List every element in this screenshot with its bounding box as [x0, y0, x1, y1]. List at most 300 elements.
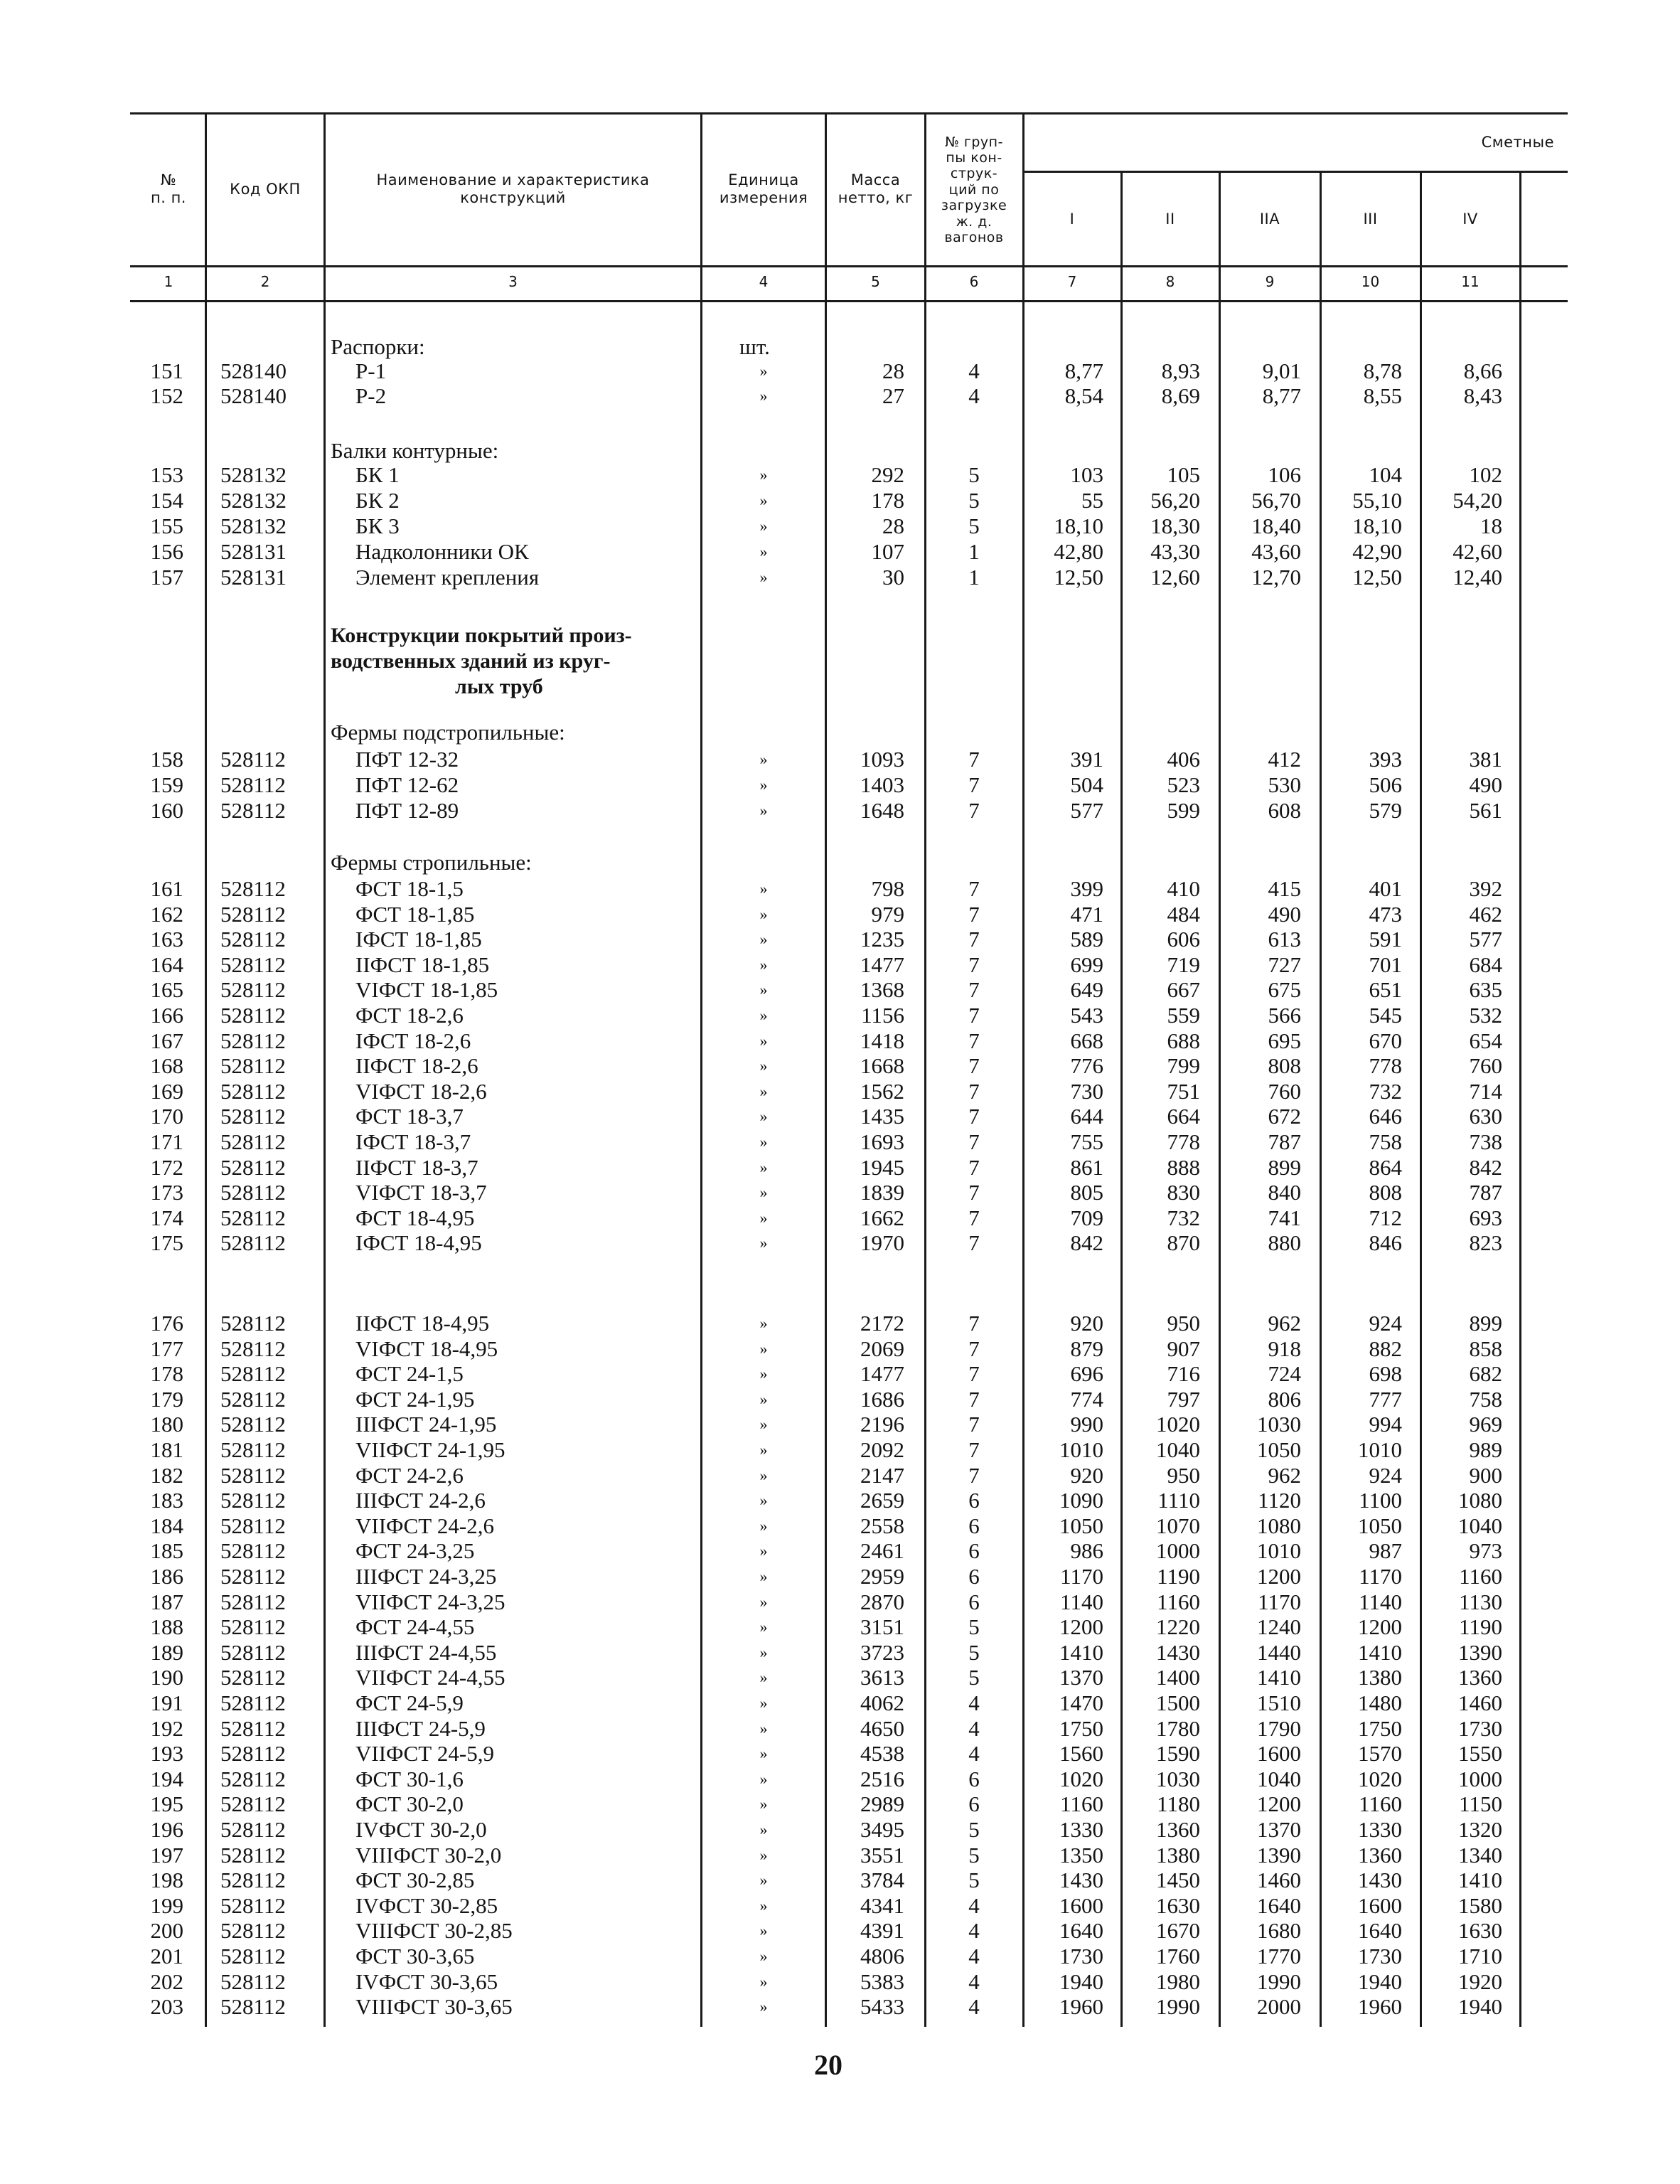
cell-price-II: 1000 — [1156, 1538, 1200, 1564]
cell-price-IV: 18 — [1480, 513, 1502, 538]
cell-construction-name: ПФТ 12-62 — [355, 772, 459, 797]
cell-price-II: 1030 — [1156, 1766, 1200, 1791]
table-row — [0, 1104, 1680, 1129]
cell-price-IIA: 675 — [1268, 977, 1301, 1003]
cell-wagon-group: 7 — [968, 1230, 980, 1256]
cell-price-I: 8,54 — [1064, 383, 1103, 408]
section-heading-roof: водственных зданий из круг- — [331, 649, 611, 673]
cell-price-III: 8,55 — [1363, 383, 1402, 408]
cell-mass: 4538 — [860, 1741, 904, 1767]
cell-price-IV: 630 — [1469, 1104, 1502, 1129]
cell-price-III: 1640 — [1358, 1918, 1402, 1944]
cell-wagon-group: 6 — [968, 1513, 980, 1538]
cell-mass: 5383 — [860, 1969, 904, 1994]
cell-okp-code: 528112 — [220, 1386, 286, 1412]
cell-mass: 1477 — [860, 1361, 904, 1387]
cell-price-II: 732 — [1167, 1205, 1200, 1230]
cell-unit: » — [759, 543, 768, 560]
cell-construction-name: IIФСТ 18-2,6 — [355, 1053, 478, 1079]
cell-row-number: 179 — [150, 1386, 183, 1412]
table-row — [0, 1079, 1680, 1104]
cell-construction-name: ФСТ 24-1,95 — [355, 1386, 475, 1412]
cell-unit: » — [759, 1031, 768, 1050]
cell-price-III: 1430 — [1358, 1868, 1402, 1893]
cell-price-IIA: 962 — [1268, 1462, 1301, 1488]
table-row — [0, 1843, 1680, 1868]
table-row — [0, 1791, 1680, 1817]
cell-unit: » — [759, 362, 768, 380]
cell-row-number: 156 — [150, 539, 183, 564]
cell-price-III: 882 — [1369, 1336, 1402, 1361]
cell-price-I: 805 — [1070, 1180, 1103, 1205]
cell-price-II: 667 — [1167, 977, 1200, 1003]
table-row — [0, 1463, 1680, 1488]
cell-price-IV: 714 — [1469, 1078, 1502, 1104]
cell-wagon-group: 7 — [968, 1180, 980, 1205]
cell-construction-name: IIФСТ 18-3,7 — [355, 1154, 478, 1180]
cell-row-number: 203 — [150, 1994, 183, 2020]
cell-mass: 1662 — [860, 1205, 904, 1230]
cell-mass: 2516 — [860, 1766, 904, 1791]
cell-wagon-group: 5 — [968, 488, 980, 513]
cell-row-number: 172 — [150, 1154, 183, 1180]
cell-okp-code: 528112 — [220, 1311, 286, 1336]
cell-construction-name: ФСТ 30-3,65 — [355, 1944, 475, 1969]
table-row — [0, 1564, 1680, 1589]
cell-price-II: 1670 — [1156, 1918, 1200, 1944]
column-number: 2 — [260, 273, 270, 290]
cell-price-I: 879 — [1070, 1336, 1103, 1361]
table-row — [0, 902, 1680, 927]
cell-mass: 1435 — [860, 1104, 904, 1129]
cell-price-I: 920 — [1070, 1311, 1103, 1336]
cell-okp-code: 528112 — [220, 1462, 286, 1488]
cell-okp-code: 528112 — [220, 747, 286, 772]
cell-price-III: 1360 — [1358, 1842, 1402, 1868]
cell-row-number: 189 — [150, 1639, 183, 1665]
cell-price-IV: 8,66 — [1463, 358, 1502, 383]
cell-price-III: 994 — [1369, 1412, 1402, 1437]
cell-price-IIA: 1790 — [1257, 1715, 1301, 1741]
cell-construction-name: БК 3 — [355, 513, 400, 538]
cell-row-number: 199 — [150, 1892, 183, 1918]
column-number: 10 — [1361, 273, 1380, 290]
cell-price-IV: 973 — [1469, 1538, 1502, 1564]
cell-wagon-group: 5 — [968, 1868, 980, 1893]
cell-mass: 2870 — [860, 1589, 904, 1614]
cell-price-I: 644 — [1070, 1104, 1103, 1129]
cell-price-IV: 1080 — [1458, 1488, 1502, 1513]
table-row — [0, 1716, 1680, 1742]
cell-price-IV: 787 — [1469, 1180, 1502, 1205]
cell-wagon-group: 5 — [968, 1639, 980, 1665]
cell-price-II: 1780 — [1156, 1715, 1200, 1741]
cell-price-IV: 1920 — [1458, 1969, 1502, 1994]
cell-row-number: 157 — [150, 565, 183, 590]
cell-price-I: 1560 — [1059, 1741, 1103, 1767]
cell-okp-code: 528112 — [220, 1230, 286, 1256]
cell-wagon-group: 7 — [968, 927, 980, 952]
cell-row-number: 197 — [150, 1842, 183, 1868]
table-row — [0, 1589, 1680, 1615]
cell-price-II: 484 — [1167, 901, 1200, 927]
cell-wagon-group: 7 — [968, 798, 980, 823]
cell-price-IV: 1940 — [1458, 1994, 1502, 2020]
cell-mass: 2069 — [860, 1336, 904, 1361]
cell-price-I: 1350 — [1059, 1842, 1103, 1868]
cell-mass: 3551 — [860, 1842, 904, 1868]
cell-unit: » — [759, 1668, 768, 1687]
cell-okp-code: 528112 — [220, 1154, 286, 1180]
cell-unit: » — [759, 387, 768, 405]
cell-construction-name: VIIФСТ 24-1,95 — [355, 1437, 505, 1462]
cell-price-IV: 8,43 — [1463, 383, 1502, 408]
cell-unit: » — [759, 1998, 768, 2016]
cell-mass: 27 — [882, 383, 904, 408]
cell-price-IIA: 1170 — [1258, 1589, 1301, 1614]
cell-row-number: 188 — [150, 1614, 183, 1640]
cell-price-IIA: 962 — [1268, 1311, 1301, 1336]
cell-wagon-group: 4 — [968, 1969, 980, 1994]
cell-construction-name: IIIФСТ 24-2,6 — [355, 1488, 486, 1513]
cell-price-III: 758 — [1369, 1129, 1402, 1154]
cell-unit: » — [759, 1491, 768, 1510]
cell-price-II: 8,93 — [1161, 358, 1200, 383]
cell-construction-name: ФСТ 18-1,85 — [355, 901, 475, 927]
cell-price-IIA: 106 — [1268, 462, 1301, 487]
cell-price-IIA: 1120 — [1258, 1488, 1301, 1513]
cell-construction-name: IVФСТ 30-2,85 — [355, 1892, 498, 1918]
cell-price-III: 55,10 — [1352, 488, 1402, 513]
cell-okp-code: 528131 — [220, 565, 287, 590]
cell-price-III: 808 — [1369, 1180, 1402, 1205]
cell-price-II: 950 — [1167, 1462, 1200, 1488]
cell-price-IIA: 899 — [1268, 1154, 1301, 1180]
section-heading-roof: Конструкции покрытий произ- — [331, 624, 632, 647]
cell-construction-name: VIIФСТ 24-5,9 — [355, 1741, 494, 1767]
cell-price-IV: 1460 — [1458, 1690, 1502, 1715]
cell-mass: 2172 — [860, 1311, 904, 1336]
cell-okp-code: 528112 — [220, 798, 286, 823]
cell-mass: 3723 — [860, 1639, 904, 1665]
cell-price-II: 559 — [1167, 1003, 1200, 1028]
cell-row-number: 192 — [150, 1715, 183, 1741]
cell-construction-name: VIФСТ 18-3,7 — [355, 1180, 487, 1205]
cell-construction-name: Элемент крепления — [355, 565, 540, 590]
cell-price-I: 699 — [1070, 952, 1103, 977]
cell-okp-code: 528112 — [220, 876, 286, 901]
cell-construction-name: Р-1 — [355, 358, 387, 383]
table-row — [0, 1513, 1680, 1539]
cell-price-IIA: 1240 — [1257, 1614, 1301, 1640]
cell-wagon-group: 5 — [968, 1842, 980, 1868]
cell-construction-name: VIIФСТ 24-4,55 — [355, 1665, 505, 1690]
cell-price-II: 8,69 — [1161, 383, 1200, 408]
cell-price-IIA: 1030 — [1257, 1412, 1301, 1437]
cell-price-I: 1940 — [1059, 1969, 1103, 1994]
cell-mass: 4806 — [860, 1944, 904, 1969]
cell-row-number: 152 — [150, 383, 183, 408]
cell-wagon-group: 6 — [968, 1538, 980, 1564]
cell-unit: » — [759, 1006, 768, 1024]
cell-row-number: 162 — [150, 901, 183, 927]
cell-price-II: 1040 — [1156, 1437, 1200, 1462]
cell-okp-code: 528112 — [220, 1868, 286, 1893]
cell-okp-code: 528112 — [220, 1513, 286, 1538]
header-unit: Единица измерения — [719, 171, 808, 206]
cell-price-I: 399 — [1070, 876, 1103, 901]
cell-price-II: 716 — [1167, 1361, 1200, 1387]
cell-wagon-group: 6 — [968, 1564, 980, 1589]
column-number: 1 — [164, 273, 173, 290]
table-row — [0, 1361, 1680, 1387]
cell-construction-name: IIIФСТ 24-1,95 — [355, 1412, 497, 1437]
cell-mass: 1368 — [860, 977, 904, 1003]
cell-row-number: 178 — [150, 1361, 183, 1387]
cell-price-IIA: 490 — [1268, 901, 1301, 927]
cell-price-II: 1070 — [1156, 1513, 1200, 1538]
cell-wagon-group: 7 — [968, 1386, 980, 1412]
cell-row-number: 167 — [150, 1028, 183, 1053]
table-row — [0, 1665, 1680, 1690]
cell-mass: 5433 — [860, 1994, 904, 2020]
cell-price-IIA: 695 — [1268, 1028, 1301, 1053]
cell-price-IIA: 787 — [1268, 1129, 1301, 1154]
cell-wagon-group: 7 — [968, 1412, 980, 1437]
cell-row-number: 163 — [150, 927, 183, 952]
cell-mass: 4341 — [860, 1892, 904, 1918]
cell-price-I: 1430 — [1059, 1868, 1103, 1893]
cell-price-I: 471 — [1070, 901, 1103, 927]
header-price-III: III — [1363, 210, 1378, 228]
cell-mass: 1235 — [860, 927, 904, 952]
cell-construction-name: ФСТ 18-3,7 — [355, 1104, 464, 1129]
cell-price-IV: 102 — [1469, 462, 1502, 487]
cell-price-III: 1570 — [1358, 1741, 1402, 1767]
cell-price-IIA: 1390 — [1257, 1842, 1301, 1868]
cell-construction-name: IVФСТ 30-3,65 — [355, 1969, 498, 1994]
cell-row-number: 173 — [150, 1180, 183, 1205]
cell-unit: » — [759, 1795, 768, 1813]
cell-price-IV: 1160 — [1459, 1564, 1502, 1589]
cell-unit: » — [759, 1314, 768, 1332]
cell-price-III: 646 — [1369, 1104, 1402, 1129]
cell-okp-code: 528140 — [220, 358, 287, 383]
cell-unit: » — [759, 568, 768, 586]
cell-construction-name: ФСТ 24-1,5 — [355, 1361, 464, 1387]
cell-price-III: 393 — [1369, 747, 1402, 772]
cell-price-I: 504 — [1070, 772, 1103, 797]
cell-price-IIA: 1200 — [1257, 1791, 1301, 1817]
cell-row-number: 198 — [150, 1868, 183, 1893]
cell-price-IV: 1550 — [1458, 1741, 1502, 1767]
cell-wagon-group: 4 — [968, 1994, 980, 2020]
cell-price-II: 1160 — [1157, 1589, 1200, 1614]
cell-construction-name: ФСТ 18-1,5 — [355, 876, 464, 901]
cell-construction-name: ФСТ 24-5,9 — [355, 1690, 464, 1715]
cell-price-III: 1200 — [1358, 1614, 1402, 1640]
cell-row-number: 200 — [150, 1918, 183, 1944]
cell-price-II: 907 — [1167, 1336, 1200, 1361]
column-number: 4 — [759, 273, 769, 290]
cell-price-IIA: 12,70 — [1251, 565, 1301, 590]
cell-construction-name: IФСТ 18-4,95 — [355, 1230, 482, 1256]
cell-wagon-group: 4 — [968, 358, 980, 383]
cell-price-III: 1170 — [1359, 1564, 1402, 1589]
cell-price-IIA: 1200 — [1257, 1564, 1301, 1589]
cell-price-II: 1760 — [1156, 1944, 1200, 1969]
cell-okp-code: 528112 — [220, 1564, 286, 1589]
cell-price-III: 1020 — [1358, 1766, 1402, 1791]
cell-unit: » — [759, 1516, 768, 1535]
column-number: 9 — [1265, 273, 1275, 290]
cell-row-number: 184 — [150, 1513, 183, 1538]
cell-okp-code: 528112 — [220, 1129, 286, 1154]
cell-row-number: 190 — [150, 1665, 183, 1690]
cell-wagon-group: 5 — [968, 1614, 980, 1640]
cell-okp-code: 528131 — [220, 539, 287, 564]
cell-okp-code: 528112 — [220, 1361, 286, 1387]
cell-price-I: 696 — [1070, 1361, 1103, 1387]
cell-okp-code: 528112 — [220, 1053, 286, 1079]
cell-price-II: 1500 — [1156, 1690, 1200, 1715]
cell-price-I: 774 — [1070, 1386, 1103, 1412]
table-row — [0, 539, 1680, 565]
table-row — [0, 747, 1680, 772]
table-row — [0, 1640, 1680, 1666]
cell-price-II: 778 — [1167, 1129, 1200, 1154]
cell-construction-name: VIФСТ 18-4,95 — [355, 1336, 498, 1361]
cell-wagon-group: 5 — [968, 1817, 980, 1842]
table-row — [0, 462, 1680, 488]
cell-price-III: 1750 — [1358, 1715, 1402, 1741]
cell-price-IV: 842 — [1469, 1154, 1502, 1180]
header-estimate-group: Сметные — [1481, 133, 1554, 151]
cell-unit: » — [759, 801, 768, 819]
cell-wagon-group: 6 — [968, 1766, 980, 1791]
cell-price-IIA: 760 — [1268, 1078, 1301, 1104]
cell-row-number: 158 — [150, 747, 183, 772]
cell-price-I: 1170 — [1060, 1564, 1103, 1589]
cell-okp-code: 528112 — [220, 772, 286, 797]
cell-mass: 798 — [871, 876, 904, 901]
cell-construction-name: БК 1 — [355, 462, 400, 487]
cell-price-II: 43,30 — [1150, 539, 1200, 564]
cell-construction-name: ФСТ 30-1,6 — [355, 1766, 464, 1791]
cell-construction-name: IVФСТ 30-2,0 — [355, 1817, 487, 1842]
cell-price-IV: 1730 — [1458, 1715, 1502, 1741]
cell-price-IIA: 1080 — [1257, 1513, 1301, 1538]
cell-row-number: 151 — [150, 358, 183, 383]
cell-unit: » — [759, 1339, 768, 1358]
cell-okp-code: 528112 — [220, 1791, 286, 1817]
cell-mass: 30 — [882, 565, 904, 590]
cell-unit: » — [759, 1871, 768, 1890]
colnum-bottom-rule — [130, 300, 1568, 302]
cell-okp-code: 528132 — [220, 513, 287, 538]
cell-mass: 178 — [871, 488, 904, 513]
cell-price-II: 1990 — [1156, 1994, 1200, 2020]
cell-price-II: 56,20 — [1150, 488, 1200, 513]
cell-price-IV: 532 — [1469, 1003, 1502, 1028]
table-row — [0, 1817, 1680, 1843]
cell-wagon-group: 7 — [968, 772, 980, 797]
cell-price-I: 1090 — [1059, 1488, 1103, 1513]
cell-price-II: 12,60 — [1150, 565, 1200, 590]
header-bottom-rule — [130, 265, 1568, 267]
cell-price-I: 391 — [1070, 747, 1103, 772]
cell-price-IV: 760 — [1469, 1053, 1502, 1079]
cell-wagon-group: 7 — [968, 1104, 980, 1129]
cell-price-IV: 969 — [1469, 1412, 1502, 1437]
cell-price-III: 1600 — [1358, 1892, 1402, 1918]
cell-unit: » — [759, 491, 768, 509]
cell-price-IV: 392 — [1469, 876, 1502, 901]
cell-row-number: 202 — [150, 1969, 183, 1994]
cell-price-IV: 900 — [1469, 1462, 1502, 1488]
cell-price-I: 1200 — [1059, 1614, 1103, 1640]
cell-price-II: 18,30 — [1150, 513, 1200, 538]
cell-price-III: 651 — [1369, 977, 1402, 1003]
cell-price-IV: 682 — [1469, 1361, 1502, 1387]
cell-price-II: 870 — [1167, 1230, 1200, 1256]
cell-row-number: 194 — [150, 1766, 183, 1791]
cell-price-II: 950 — [1167, 1311, 1200, 1336]
header-row-number: № п. п. — [151, 171, 186, 206]
cell-price-IV: 490 — [1469, 772, 1502, 797]
cell-okp-code: 528112 — [220, 1336, 286, 1361]
cell-price-III: 8,78 — [1363, 358, 1402, 383]
cell-price-I: 986 — [1070, 1538, 1103, 1564]
cell-mass: 1418 — [860, 1028, 904, 1053]
cell-okp-code: 528112 — [220, 1892, 286, 1918]
cell-price-III: 1140 — [1359, 1589, 1402, 1614]
cell-okp-code: 528112 — [220, 1766, 286, 1791]
cell-row-number: 201 — [150, 1944, 183, 1969]
table-row — [0, 1230, 1680, 1256]
cell-price-II: 606 — [1167, 927, 1200, 952]
cell-construction-name: ФСТ 24-3,25 — [355, 1538, 475, 1564]
table-row — [0, 488, 1680, 513]
cell-price-III: 1330 — [1358, 1817, 1402, 1842]
cell-price-III: 1960 — [1358, 1994, 1402, 2020]
cell-price-II: 105 — [1167, 462, 1200, 487]
cell-price-IIA: 43,60 — [1251, 539, 1301, 564]
column-number: 8 — [1165, 273, 1175, 290]
cell-price-II: 664 — [1167, 1104, 1200, 1129]
column-number: 5 — [871, 273, 880, 290]
cell-unit: » — [759, 1719, 768, 1737]
cell-price-II: 888 — [1167, 1154, 1200, 1180]
cell-price-IV: 1580 — [1458, 1892, 1502, 1918]
cell-price-IIA: 1510 — [1257, 1690, 1301, 1715]
cell-construction-name: Р-2 — [355, 383, 387, 408]
cell-price-III: 473 — [1369, 901, 1402, 927]
cell-price-IV: 1040 — [1458, 1513, 1502, 1538]
table-row — [0, 1918, 1680, 1944]
table-row — [0, 565, 1680, 590]
cell-price-IIA: 1600 — [1257, 1741, 1301, 1767]
table-row — [0, 1767, 1680, 1792]
cell-mass: 1562 — [860, 1078, 904, 1104]
table-row — [0, 876, 1680, 902]
cell-price-I: 1960 — [1059, 1994, 1103, 2020]
cell-mass: 28 — [882, 358, 904, 383]
cell-price-IV: 42,60 — [1452, 539, 1502, 564]
cell-wagon-group: 5 — [968, 1665, 980, 1690]
cell-unit: » — [759, 1821, 768, 1838]
cell-price-III: 777 — [1369, 1386, 1402, 1412]
